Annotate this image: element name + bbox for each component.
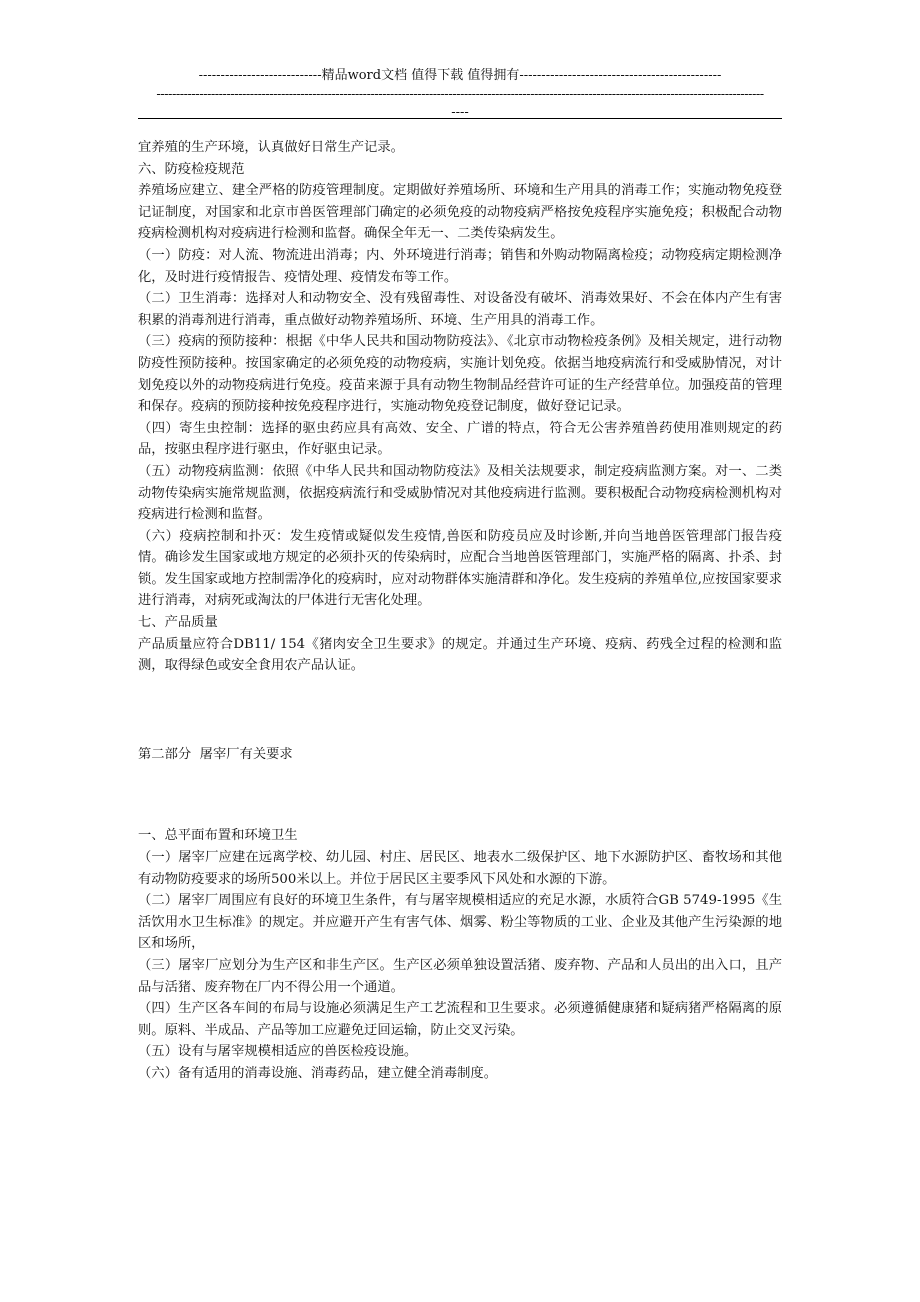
paragraph: （五）动物疫病监测：依照《中华人民共和国动物防疫法》及相关法规要求，制定疫病监测方案。对一、二类动物传染病实施常规监测，依据疫病流行和受威胁情况对其他疫病进行监测。要积极配合动物疫病检测机构对疫病进行检测和监督。 — [138, 463, 782, 523]
header-dash-tail: ---- — [451, 105, 469, 120]
paragraph: 宜养殖的生产环境，认真做好日常生产记录。 — [138, 140, 404, 155]
watermark-text: com.cn — [470, 600, 657, 656]
part-title: 第二部分 屠宰厂有关要求 — [138, 746, 293, 762]
header-dash-line: ------------------------------------------------------------------------------------------------------------------------------------------------------------ — [156, 87, 764, 102]
section-heading: 七、产品质量 — [138, 615, 218, 631]
paragraph: （五）设有与屠宰规模相适应的兽医检疫设施。 — [138, 1044, 418, 1060]
paragraph: （一）防疫：对人流、物流进出消毒；内、外环境进行消毒；销售和外购动物隔离检疫；动物疫病定期检测净化，及时进行疫情报告、疫情处理、疫情发布等工作。 — [138, 247, 782, 285]
paragraph: （二）卫生消毒：选择对人和动物安全、没有残留毒性、对设备没有破坏、消毒效果好、不会在体内产生有害积累的消毒剂进行消毒，重点做好动物养殖场所、环境、生产用具的消毒工作。 — [138, 291, 782, 328]
paragraph: （一）屠宰厂应建在远离学校、幼儿园、村庄、居民区、地表水二级保护区、地下水源防护区、畜牧场和其他有动物防疫要求的场所500米以上。并位于居民区主要季风下风处和水源的下游。 — [138, 850, 782, 887]
section-heading: 一、总平面布置和环境卫生 — [138, 828, 298, 844]
paragraph: 产品质量应符合DB11/ 154《猪肉安全卫生要求》的规定。并通过生产环境、疫病、药残全过程的检测和监测，取得绿色或安全食用农产品认证。 — [138, 636, 782, 674]
paragraph: （六）疫病控制和扑灭：发生疫情或疑似发生疫情,兽医和防疫员应及时诊断,并向当地兽医管理部门报告疫情。确诊发生国家或地方规定的必须扑灭的传染病时，应配合当地兽医管理部门，实施严格的隔离、扑杀、封锁。发生国家或地方控制需净化的疫病时，应对动物群体实施清群和净化。发生疫病的养殖单位,应按国家要求进行消毒，对病死或淘汰的尸体进行无害化处理。 — [138, 528, 782, 609]
paragraph: （四）生产区各车间的布局与设施必须满足生产工艺流程和卫生要求。必须遵循健康猪和疑病猪严格隔离的原则。原料、半成品、产品等加工应避免迂回运输，防止交叉污染。 — [138, 1001, 782, 1038]
section-heading: 六、防疫检疫规范 — [138, 161, 245, 177]
paragraph: （六）备有适用的消毒设施、消毒药品，建立健全消毒制度。 — [138, 1065, 498, 1081]
document-body — [138, 137, 782, 1085]
header-rule — [138, 118, 782, 119]
paragraph: （三）疫病的预防接种：根据《中华人民共和国动物防疫法》、《北京市动物检疫条例》及相关规定，进行动物防疫性预防接种。按国家确定的必须免疫的动物疫病，实施计划免疫。依据当地疫病流行和受威胁情况，对计划免疫以外的动物疫病进行免疫。疫苗来源于具有动物生物制品经营许可证的生产经营单位。加强疫苗的管理和保存。疫病的预防接种按免疫程序进行，实施动物免疫登记制度，做好登记记录。 — [138, 334, 782, 415]
paragraph: （三）屠宰厂应划分为生产区和非生产区。生产区必须单独设置活猪、废弃物、产品和人员出的出入口，且产品与活猪、废弃物在厂内不得公用一个通道。 — [138, 958, 782, 995]
paragraph: 养殖场应建立、建全严格的防疫管理制度。定期做好养殖场所、环境和生产用具的消毒工作；实施动物免疫登记证制度，对国家和北京市兽医管理部门确定的必须免疫的动物疫病严格按免疫程序实施免疫；积极配合动物疫病检测机构对疫病进行检测和监督。确保全年无一、二类传染病发生。 — [138, 183, 782, 242]
paragraph: （四）寄生虫控制：选择的驱虫药应具有高效、安全、广谱的特点，符合无公害养殖兽药使用准则规定的药品，按驱虫程序进行驱虫，作好驱虫记录。 — [138, 420, 782, 458]
header-banner: ----------------------------精品word文档 值得下载 值得拥有---------------------------------------------- — [198, 68, 722, 83]
paragraph: （二）屠宰厂周围应有良好的环境卫生条件，有与屠宰规模相适应的充足水源，水质符合GB 5749-1995《生活饮用水卫生标准》的规定。并应避开产生有害气体、烟雾、粉尘等物质的工业、企业及其他产生污染源的地区和场所， — [138, 893, 782, 952]
